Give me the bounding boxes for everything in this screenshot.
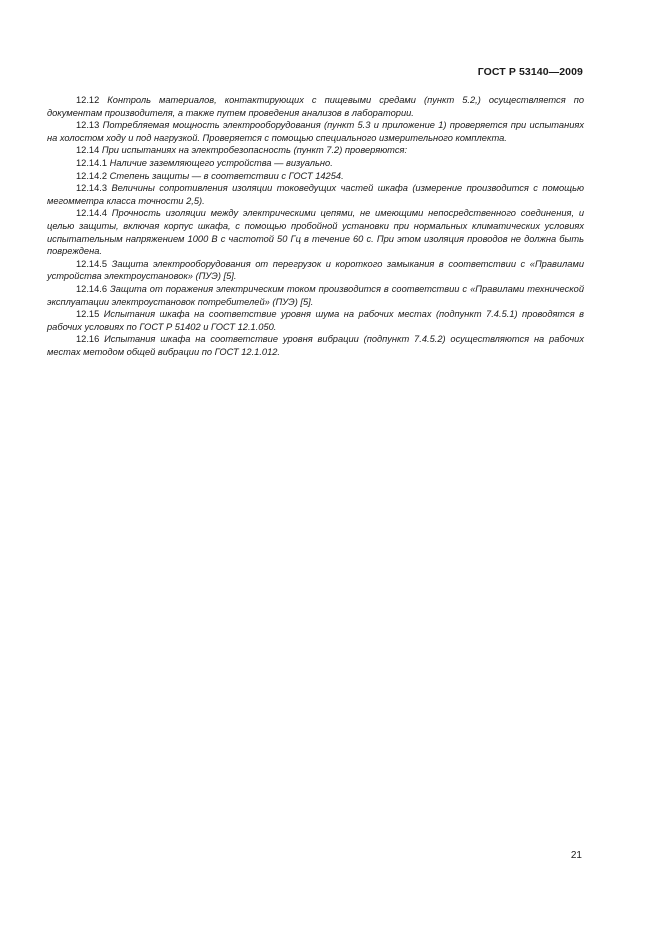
paragraph-12-14-5 [47, 258, 584, 283]
paragraph-12-14-3 [47, 182, 584, 207]
paragraph-12-14-2 [47, 170, 584, 183]
clause-number: 12.12 [76, 95, 100, 105]
paragraph-12-16 [47, 333, 584, 358]
clause-number: 12.13 [76, 120, 100, 131]
paragraph-12-14 [47, 144, 584, 157]
clause-number: 12.16 [76, 334, 100, 345]
clause-text: Контроль материалов, контактирующих с пищевыми средами (пункт 5.2,) осуществляется по документам производителя, а также путем проведения анализов в лаборатории. [47, 95, 584, 118]
page-number: 21 [570, 850, 582, 861]
clause-text: Защита электрооборудования от перегрузок и короткого замыкания в соответствии с «Правилами устройства электроустановок» (ПУЭ) [5]. [47, 258, 585, 282]
paragraph-12-15 [47, 308, 584, 333]
clause-text: Испытания шкафа на соответствие уровня вибрации (подпункт 7.4.5.2) осуществляются на рабочих местах методом общей вибрации по ГОСТ 12.1.012. [47, 334, 584, 357]
clause-number: 12.14.2 [76, 170, 108, 181]
clause-number: 12.14.5 [76, 258, 108, 269]
clause-number: 12.14.3 [76, 183, 108, 194]
document-header: ГОСТ Р 53140—2009 [477, 66, 583, 78]
clause-number: 12.15 [76, 309, 100, 320]
clause-number: 12.14.6 [76, 283, 108, 294]
document-body [47, 94, 584, 358]
paragraph-12-12 [47, 94, 584, 119]
clause-text: Величины сопротивления изоляции токоведущих частей шкафа (измерение производится с помощью мегомметра класса точности 2,5). [47, 183, 584, 206]
clause-text: Прочность изоляции между электрическими цепями, не имеющими непосредственного соединения, и целью защиты, включая корпус шкафа, с помощью пробойной установки при нормальных климатических условиях испытательным напряжением 1000 В с частотой 50 Гц в течение 60 с. При этом изоляция проводов не должна быть повреждена. [47, 208, 584, 257]
clause-text: Испытания шкафа на соответствие уровня шума на рабочих местах (подпункт 7.4.5.1) проводятся в рабочих условиях по ГОСТ Р 51402 и ГОСТ 12.1.050. [47, 309, 584, 332]
paragraph-12-14-6 [47, 283, 584, 308]
clause-text: Наличие заземляющего устройства — визуально. [109, 157, 333, 168]
paragraph-12-13 [47, 119, 584, 144]
clause-number: 12.14.4 [76, 208, 108, 219]
clause-number: 12.14 [76, 145, 100, 156]
clause-text: Степень защиты — в соответствии с ГОСТ 14254. [109, 170, 344, 181]
clause-text: При испытаниях на электробезопасность (пункт 7.2) проверяются: [101, 145, 408, 156]
clause-number: 12.14.1 [76, 157, 108, 168]
clause-text: Потребляемая мощность электрооборудования (пункт 5.3 и приложение 1) проверяется при испытаниях на холостом ходу и под нагрузкой. Проверяется с помощью специального измерительного комплекта. [47, 120, 585, 143]
paragraph-12-14-4 [47, 207, 584, 257]
paragraph-12-14-1 [47, 157, 584, 170]
clause-text: Защита от поражения электрическим током производится в соответствии с «Правилами технической эксплуатации электроустановок потребителей» (ПУЭ) [5]. [47, 283, 584, 307]
